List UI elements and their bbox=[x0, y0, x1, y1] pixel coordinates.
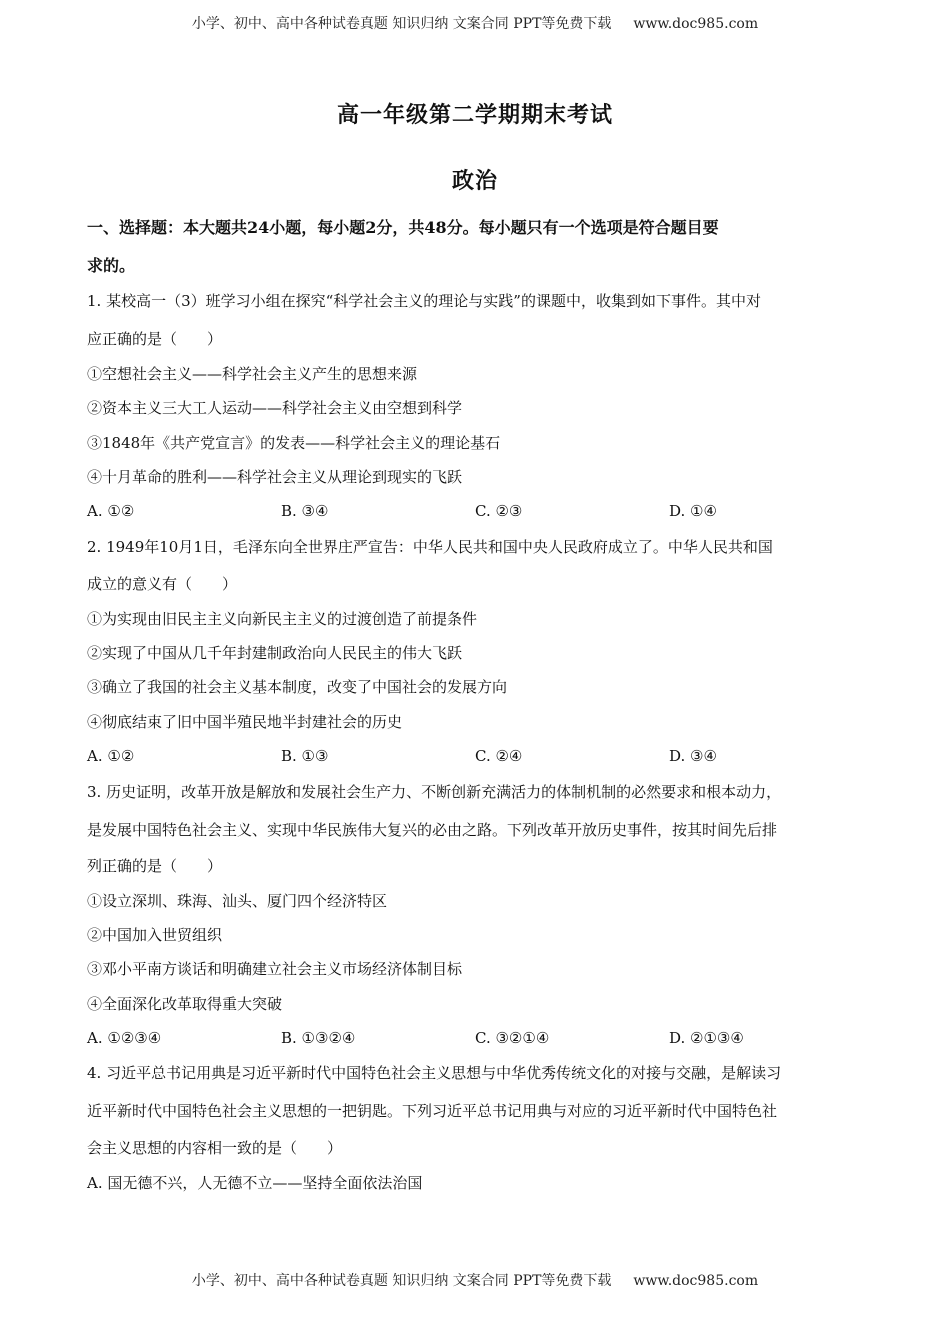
question-2-option-a: A. ①② bbox=[87, 747, 135, 765]
question-1-item-4: ④十月革命的胜利——科学社会主义从理论到现实的飞跃 bbox=[87, 468, 463, 486]
question-3-item-3: ③邓小平南方谈话和明确建立社会主义市场经济体制目标 bbox=[87, 960, 463, 978]
header-url[interactable]: www.doc985.com bbox=[633, 16, 759, 32]
section-heading-line-1: 一、选择题：本大题共24小题，每小题2分，共48分。每小题只有一个选项是符合题目要 bbox=[87, 218, 719, 237]
question-3-item-2: ②中国加入世贸组织 bbox=[87, 926, 223, 944]
question-2-option-d: D. ③④ bbox=[669, 747, 717, 765]
question-2-option-c: C. ②④ bbox=[475, 747, 523, 765]
question-3-stem-3: 列正确的是（ ） bbox=[87, 857, 223, 875]
question-3-stem-1: 3. 历史证明，改革开放是解放和发展社会生产力、不断创新充满活力的体制机制的必然要求和根本动力， bbox=[87, 783, 782, 801]
question-3-option-b: B. ①③②④ bbox=[281, 1029, 356, 1047]
exam-title: 高一年级第二学期期末考试 bbox=[336, 102, 613, 128]
question-3-item-1: ①设立深圳、珠海、汕头、厦门四个经济特区 bbox=[87, 892, 388, 910]
question-4-option-a: A. 国无德不兴，人无德不立——坚持全面依法治国 bbox=[87, 1174, 423, 1192]
question-3-item-4: ④全面深化改革取得重大突破 bbox=[87, 995, 283, 1013]
subject-title: 政治 bbox=[451, 168, 498, 194]
question-2-option-b: B. ①③ bbox=[281, 747, 329, 765]
footer-slogan: 小学、初中、高中各种试卷真题 知识归纳 文案合同 PPT等免费下载 bbox=[191, 1273, 612, 1289]
page-header bbox=[0, 13, 950, 33]
question-1-item-3: ③1848年《共产党宣言》的发表——科学社会主义的理论基石 bbox=[87, 434, 501, 452]
question-2-item-3: ③确立了我国的社会主义基本制度，改变了中国社会的发展方向 bbox=[87, 678, 508, 696]
question-4-stem-3: 会主义思想的内容相一致的是（ ） bbox=[87, 1139, 343, 1157]
question-2-item-1: ①为实现由旧民主主义向新民主主义的过渡创造了前提条件 bbox=[87, 610, 478, 628]
question-3-option-a: A. ①②③④ bbox=[87, 1029, 162, 1047]
question-2-item-4: ④彻底结束了旧中国半殖民地半封建社会的历史 bbox=[87, 713, 403, 731]
section-heading-line-2: 求的。 bbox=[87, 256, 136, 275]
question-3-option-d: D. ②①③④ bbox=[669, 1029, 744, 1047]
question-1-option-c: C. ②③ bbox=[475, 502, 523, 520]
question-1-option-b: B. ③④ bbox=[281, 502, 329, 520]
question-3-option-c: C. ③②①④ bbox=[475, 1029, 550, 1047]
question-1-option-a: A. ①② bbox=[87, 502, 135, 520]
question-1-stem-2: 应正确的是（ ） bbox=[87, 330, 223, 348]
page-footer bbox=[0, 1270, 950, 1290]
footer-url[interactable]: www.doc985.com bbox=[633, 1273, 759, 1289]
question-1-item-2: ②资本主义三大工人运动——科学社会主义由空想到科学 bbox=[87, 399, 463, 417]
question-4-stem-1: 4. 习近平总书记用典是习近平新时代中国特色社会主义思想与中华优秀传统文化的对接与交融，是解读习 bbox=[87, 1064, 782, 1082]
question-3-stem-2: 是发展中国特色社会主义、实现中华民族伟大复兴的必由之路。下列改革开放历史事件，按其时间先后排 bbox=[87, 821, 778, 839]
question-2-item-2: ②实现了中国从几千年封建制政治向人民民主的伟大飞跃 bbox=[87, 644, 463, 662]
question-4-stem-2: 近平新时代中国特色社会主义思想的一把钥匙。下列习近平总书记用典与对应的习近平新时代中国特色社 bbox=[87, 1102, 778, 1120]
question-1-option-d: D. ①④ bbox=[669, 502, 717, 520]
question-2-stem-2: 成立的意义有（ ） bbox=[87, 575, 238, 593]
header-slogan: 小学、初中、高中各种试卷真题 知识归纳 文案合同 PPT等免费下载 bbox=[191, 16, 612, 32]
question-1-stem-1: 1. 某校高一（3）班学习小组在探究“科学社会主义的理论与实践”的课题中，收集到如下事件。其中对 bbox=[87, 292, 761, 310]
question-2-stem-1: 2. 1949年10月1日，毛泽东向全世界庄严宣告：中华人民共和国中央人民政府成立了。中华人民共和国 bbox=[87, 538, 773, 556]
question-1-item-1: ①空想社会主义——科学社会主义产生的思想来源 bbox=[87, 365, 418, 383]
